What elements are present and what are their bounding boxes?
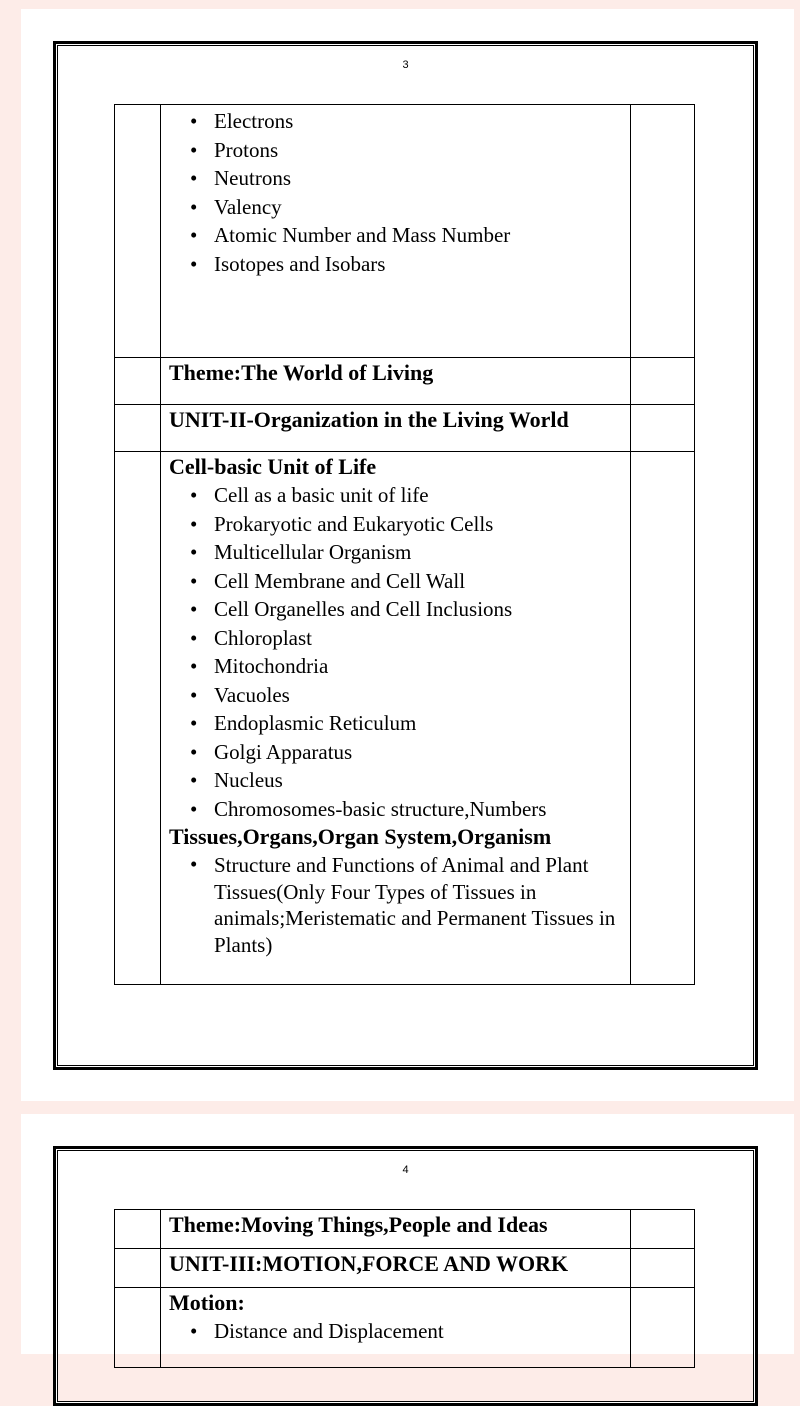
- unit-heading: UNIT-II-Organization in the Living World: [169, 407, 569, 432]
- unit-heading: UNIT-III:MOTION,FORCE AND WORK: [169, 1251, 569, 1276]
- list-item: • Atomic Number and Mass Number: [214, 221, 622, 250]
- table-row: [115, 1288, 695, 1368]
- table-row: [115, 1210, 695, 1249]
- table-row: [115, 405, 695, 452]
- list-item: • Protons: [214, 136, 622, 165]
- section-heading: Motion:: [169, 1290, 245, 1315]
- list-item: • Chromosomes-basic structure,Numbers: [214, 795, 622, 824]
- list-item: • Cell Membrane and Cell Wall: [214, 567, 622, 596]
- list-item: • Chloroplast: [214, 624, 622, 653]
- document-page-4: [21, 1114, 794, 1354]
- document-page-3: [21, 9, 794, 1101]
- table-row: [115, 1249, 695, 1288]
- section-heading: Tissues,Organs,Organ System,Organism: [169, 824, 552, 849]
- syllabus-table: [114, 104, 695, 985]
- page-number: 4: [402, 1164, 409, 1176]
- topic-list: [169, 1317, 622, 1346]
- page-border: [53, 1146, 758, 1406]
- list-item: • Isotopes and Isobars: [214, 250, 622, 279]
- table-row: [115, 452, 695, 985]
- topic-list: [169, 851, 622, 958]
- list-item: • Structure and Functions of Animal and Plant Tissues(Only Four Types of Tissues in animals;Meristematic and Permanent Tissues in Plants): [214, 851, 622, 958]
- list-item: • Golgi Apparatus: [214, 738, 622, 767]
- page-number: 3: [402, 59, 409, 71]
- theme-heading: Theme:The World of Living: [169, 360, 434, 385]
- list-item: • Mitochondria: [214, 652, 622, 681]
- table-row: [115, 358, 695, 405]
- list-item: • Neutrons: [214, 164, 622, 193]
- section-heading: Cell-basic Unit of Life: [169, 454, 377, 479]
- syllabus-table: [114, 1209, 695, 1368]
- list-item: • Prokaryotic and Eukaryotic Cells: [214, 510, 622, 539]
- list-item: • Vacuoles: [214, 681, 622, 710]
- list-item: • Cell Organelles and Cell Inclusions: [214, 595, 622, 624]
- topic-list: [169, 481, 622, 823]
- list-item: • Valency: [214, 193, 622, 222]
- list-item: • Endoplasmic Reticulum: [214, 709, 622, 738]
- list-item: • Cell as a basic unit of life: [214, 481, 622, 510]
- list-item: • Nucleus: [214, 766, 622, 795]
- list-item: • Distance and Displacement: [214, 1317, 622, 1346]
- list-item: • Multicellular Organism: [214, 538, 622, 567]
- page-border: [53, 41, 758, 1070]
- theme-heading: Theme:Moving Things,People and Ideas: [169, 1212, 548, 1237]
- list-item: • Electrons: [214, 107, 622, 136]
- table-row: [115, 105, 695, 358]
- topic-list: [169, 105, 622, 278]
